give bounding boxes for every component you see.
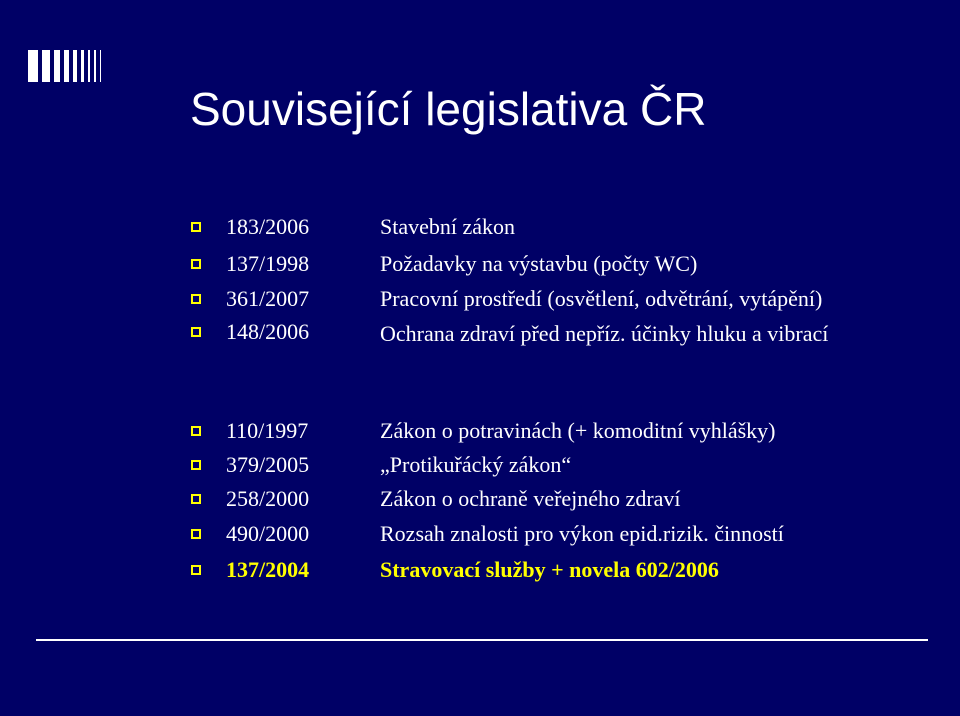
law-number: 148/2006: [226, 319, 310, 344]
law-number: 137/2004: [226, 557, 310, 582]
square-bullet-icon: [191, 222, 201, 232]
law-number: 183/2006: [226, 214, 310, 239]
square-bullet-icon: [191, 494, 201, 504]
law-number: 110/1997: [226, 418, 309, 443]
law-description: Pracovní prostředí (osvětlení, odvětrání, vytápění): [380, 286, 823, 311]
law-number: 137/1998: [226, 251, 310, 276]
law-description: Rozsah znalosti pro výkon epid.rizik. činností: [380, 521, 784, 546]
law-description: Zákon o ochraně veřejného zdraví: [380, 486, 681, 511]
square-bullet-icon: [191, 565, 201, 575]
square-bullet-icon: [191, 327, 201, 337]
square-bullet-icon: [191, 294, 201, 304]
square-bullet-icon: [191, 460, 201, 470]
law-description: Ochrana zdraví před nepříz. účinky hluku a vibrací: [380, 321, 829, 346]
law-description: Požadavky na výstavbu (počty WC): [380, 251, 698, 276]
law-description: „Protikuřácký zákon“: [380, 452, 572, 477]
law-description: Zákon o potravinách (+ komoditní vyhlášky): [380, 418, 776, 443]
law-number: 490/2000: [226, 521, 310, 546]
square-bullet-icon: [191, 426, 201, 436]
law-number: 379/2005: [226, 452, 310, 477]
law-number: 361/2007: [226, 286, 310, 311]
law-description: Stravovací služby + novela 602/2006: [380, 557, 719, 582]
law-description: Stavební zákon: [380, 214, 516, 239]
bottom-divider: [36, 639, 928, 641]
slide-title: Související legislativa ČR: [190, 83, 707, 135]
square-bullet-icon: [191, 259, 201, 269]
square-bullet-icon: [191, 529, 201, 539]
law-number: 258/2000: [226, 486, 310, 511]
